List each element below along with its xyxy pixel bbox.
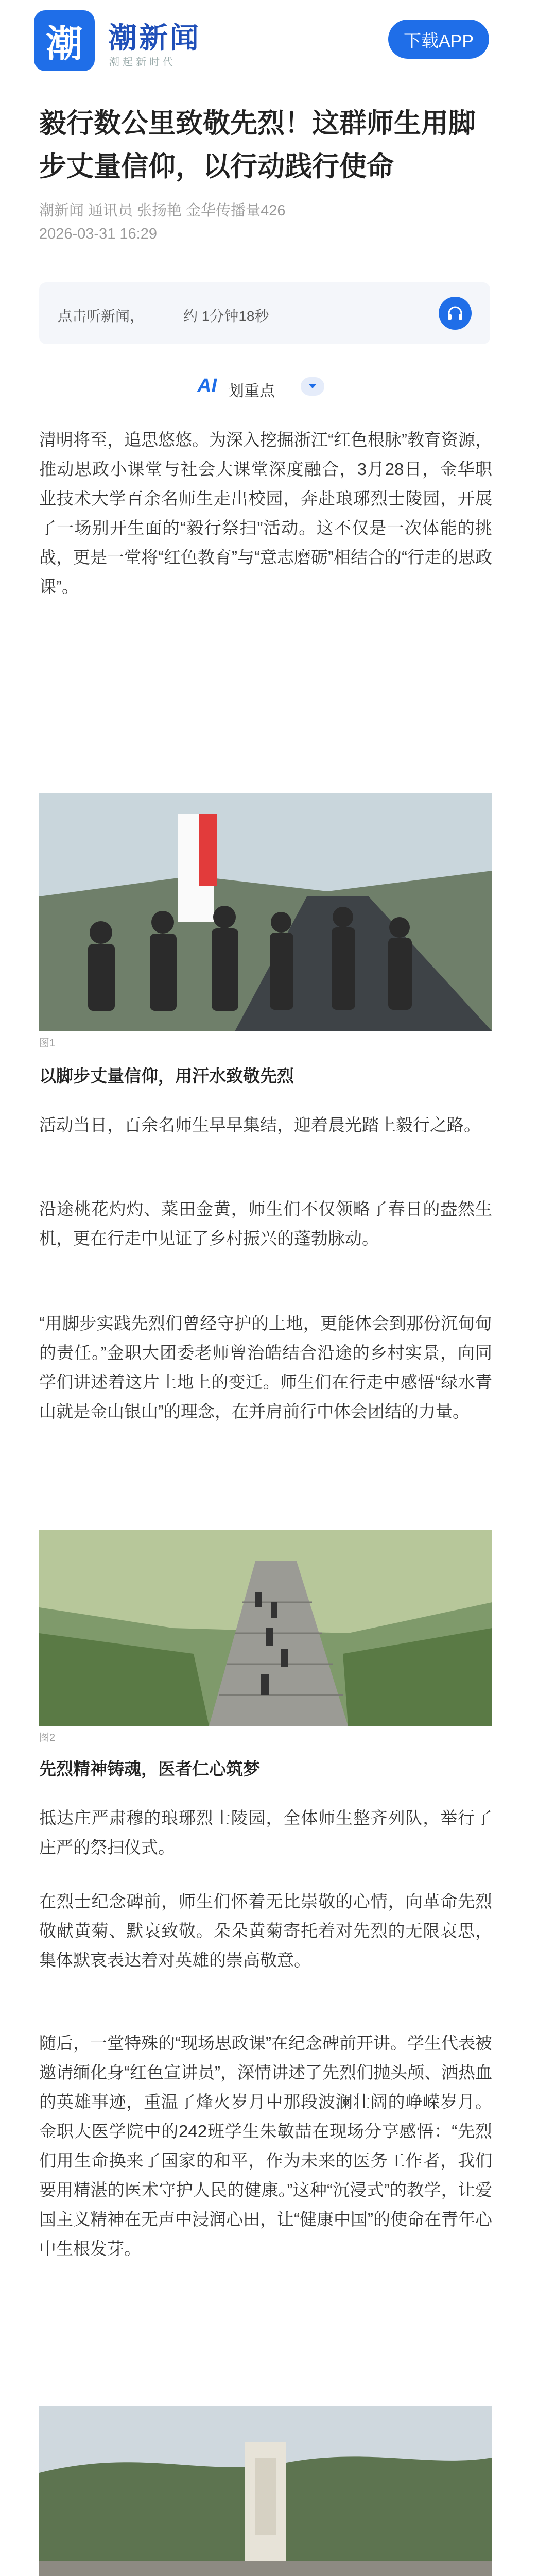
listen-news-bar[interactable]	[39, 282, 490, 344]
paragraph: 沿途桃花灼灼、菜田金黄，师生们不仅领略了春日的盎然生机，更在行走中见证了乡村振兴的蓬勃脉动。	[39, 1199, 492, 1248]
section-heading: 先烈精神铸魂，医者仁心筑梦	[39, 1759, 260, 1778]
headphones-icon[interactable]	[439, 297, 472, 330]
paragraph: 随后，一堂特殊的“现场思政课”在纪念碑前开讲。学生代表被邀请缅化身“红色宣讲员”，深情讲述了先烈们抛头颅、洒热血的英雄事迹，重温了烽火岁月中那段波澜壮阔的峥嵘岁月。金职大医学院中的242班学生朱敏喆在现场分享感悟：“先烈们用生命换来了国家的和平，作为未来的医务工作者，我们要用精湛的医术守护人民的健康。”这种“沉浸式”的教学，让爱国主义精神在无声中浸润心田，让“健康中国”的使命在青年心中生根发芽。	[39, 2033, 492, 2258]
paragraph: 在烈士纪念碑前，师生们怀着无比崇敬的心情，向革命先烈敬献黄菊、默哀致敬。朵朵黄菊寄托着对先烈的无限哀思，集体默哀表达着对英雄的崇高敬意。	[39, 1892, 492, 1970]
ai-summary-row[interactable]	[0, 371, 538, 402]
ai-summary-label: 划重点	[229, 383, 275, 400]
article-source: 潮新闻 通讯员 张扬艳 金华传播量426	[39, 202, 286, 219]
article-title: 毅行数公里致敬先烈！这群师生用脚步丈量信仰，以行动践行使命	[39, 108, 476, 182]
section-heading: 以脚步丈量信仰，用汗水致敬先烈	[39, 1066, 294, 1086]
paragraph: 清明将至，追思悠悠。为深入挖掘浙江“红色根脉”教育资源，推动思政小课堂与社会大课堂深度融合，3月28日，金华职业技术大学百余名师生走出校园，奔赴琅琊烈士陵园，开展了一场别开生面的“毅行祭扫”活动。这不仅是一次体能的挑战，更是一堂将“红色教育”与“意志磨砺”相结合的“行走的思政课”。	[39, 430, 492, 596]
article-photo	[39, 1530, 492, 1726]
ai-badge: AI	[197, 375, 217, 397]
chevron-down-icon[interactable]	[301, 377, 324, 396]
logo-glyph: 潮	[45, 22, 83, 65]
photo-caption: 图1	[39, 1038, 56, 1049]
article-photo	[39, 793, 492, 1031]
paragraph: “用脚步实践先烈们曾经守护的土地，更能体会到那份沉甸甸的责任。”金职大团委老师曾治皓结合沿途的乡村实景，向同学们讲述着这片土地上的变迁。师生们在行走中感悟“绿水青山就是金山银山”的理念，在并肩前行中体会团结的力量。	[39, 1314, 492, 1421]
paragraph: 抵达庄严肃穆的琅琊烈士陵园，全体师生整齐列队，举行了庄严的祭扫仪式。	[39, 1808, 492, 1857]
app-logo	[34, 10, 95, 71]
photo-caption: 图2	[39, 1732, 56, 1743]
app-slogan: 潮起新时代	[109, 57, 176, 68]
article-date: 2026-03-31 16:29	[39, 226, 157, 242]
app-name: 潮新闻	[108, 22, 201, 54]
app-header	[0, 0, 538, 77]
download-app-button[interactable]: 下载APP	[388, 20, 489, 59]
paragraph: 活动当日，百余名师生早早集结，迎着晨光踏上毅行之路。	[39, 1115, 481, 1134]
listen-duration: 约 1分钟18秒	[183, 308, 269, 324]
listen-label: 点击听新闻，	[58, 308, 145, 324]
article-photo	[39, 2406, 492, 2576]
